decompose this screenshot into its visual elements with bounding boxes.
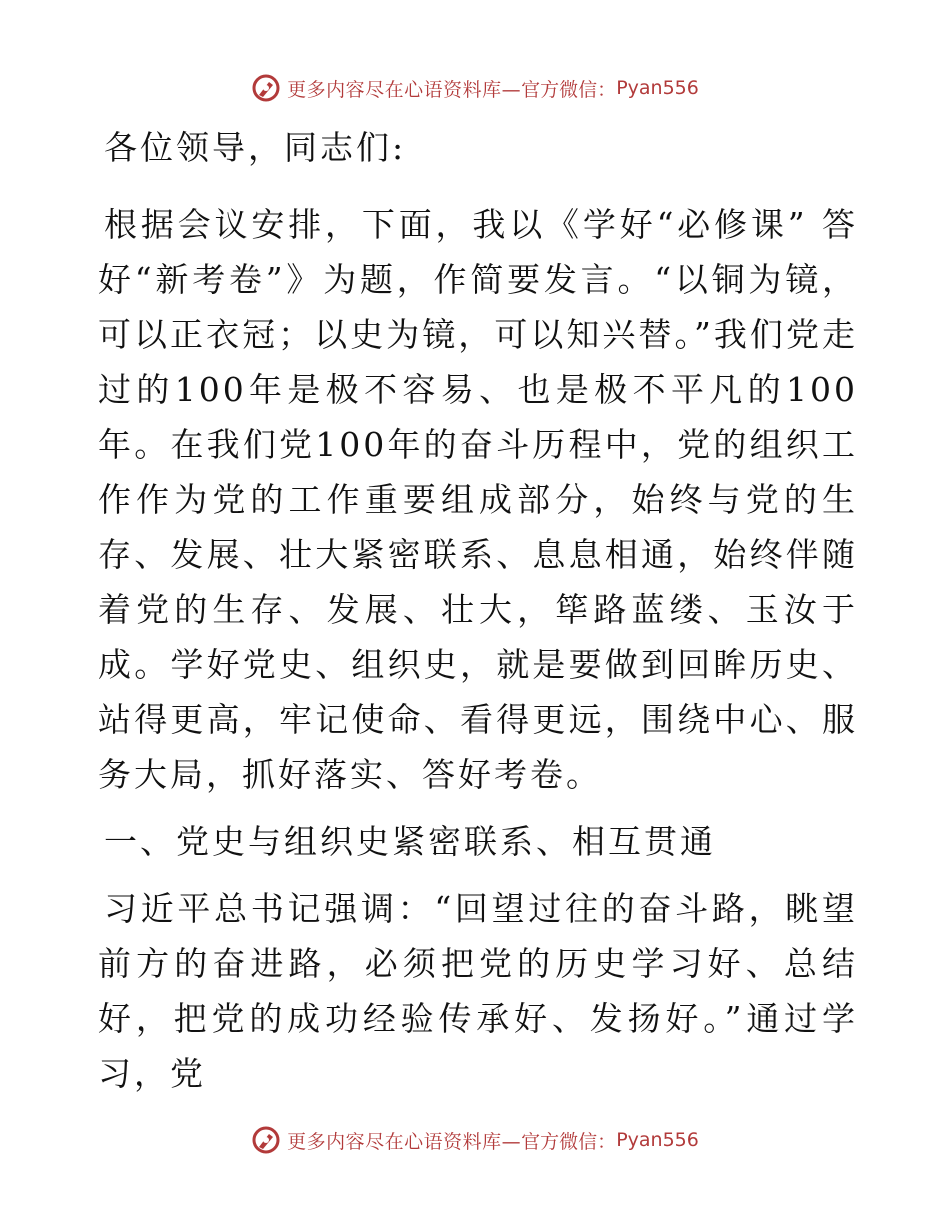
paragraph-2: 习近平总书记强调：“回望过往的奋斗路，眺望前方的奋进路，必须把党的历史学习好、总结好，把党的成功经验传承好、发扬好。”通过学习，党 — [98, 889, 858, 1093]
pen-nib-circle-icon — [251, 73, 281, 103]
banner-wechat-id: Pyan556 — [616, 77, 699, 99]
footer-watermark-banner — [0, 1120, 950, 1160]
pen-nib-circle-icon — [251, 1125, 281, 1155]
document-body — [98, 120, 858, 1113]
salutation: 各位领导，同志们: — [104, 128, 407, 167]
banner-main-text: 更多内容尽在心语资料库— — [287, 78, 522, 101]
paragraph-1: 根据会议安排，下面，我以《学好“必修课” 答好“新考卷”》为题，作简要发言。“以铜为镜，可以正衣冠；以史为镜，可以知兴替。”我们党走过的100年是极不容易、也是极不平凡的100年。在我们党100年的奋斗历程中，党的组织工作作为党的工作重要组成部分，始终与党的生存、发展、壮大紧密联系、息息相通，始终伴随着党的生存、发展、壮大，筚路蓝缕、玉汝于成。学好党史、组织史，就是要做到回眸历史、站得更高，牢记使命、看得更远，围绕中心、服务大局，抓好落实、答好考卷。 — [98, 205, 858, 794]
header-watermark-banner — [0, 68, 950, 108]
banner-wechat-label: 官方微信： — [521, 78, 617, 101]
section-heading-1: 一、党史与组织史紧密联系、相互贯通 — [104, 822, 716, 861]
banner-main-text: 更多内容尽在心语资料库— — [287, 1130, 522, 1153]
banner-wechat-label: 官方微信： — [521, 1130, 617, 1153]
banner-wechat-id: Pyan556 — [616, 1129, 699, 1151]
